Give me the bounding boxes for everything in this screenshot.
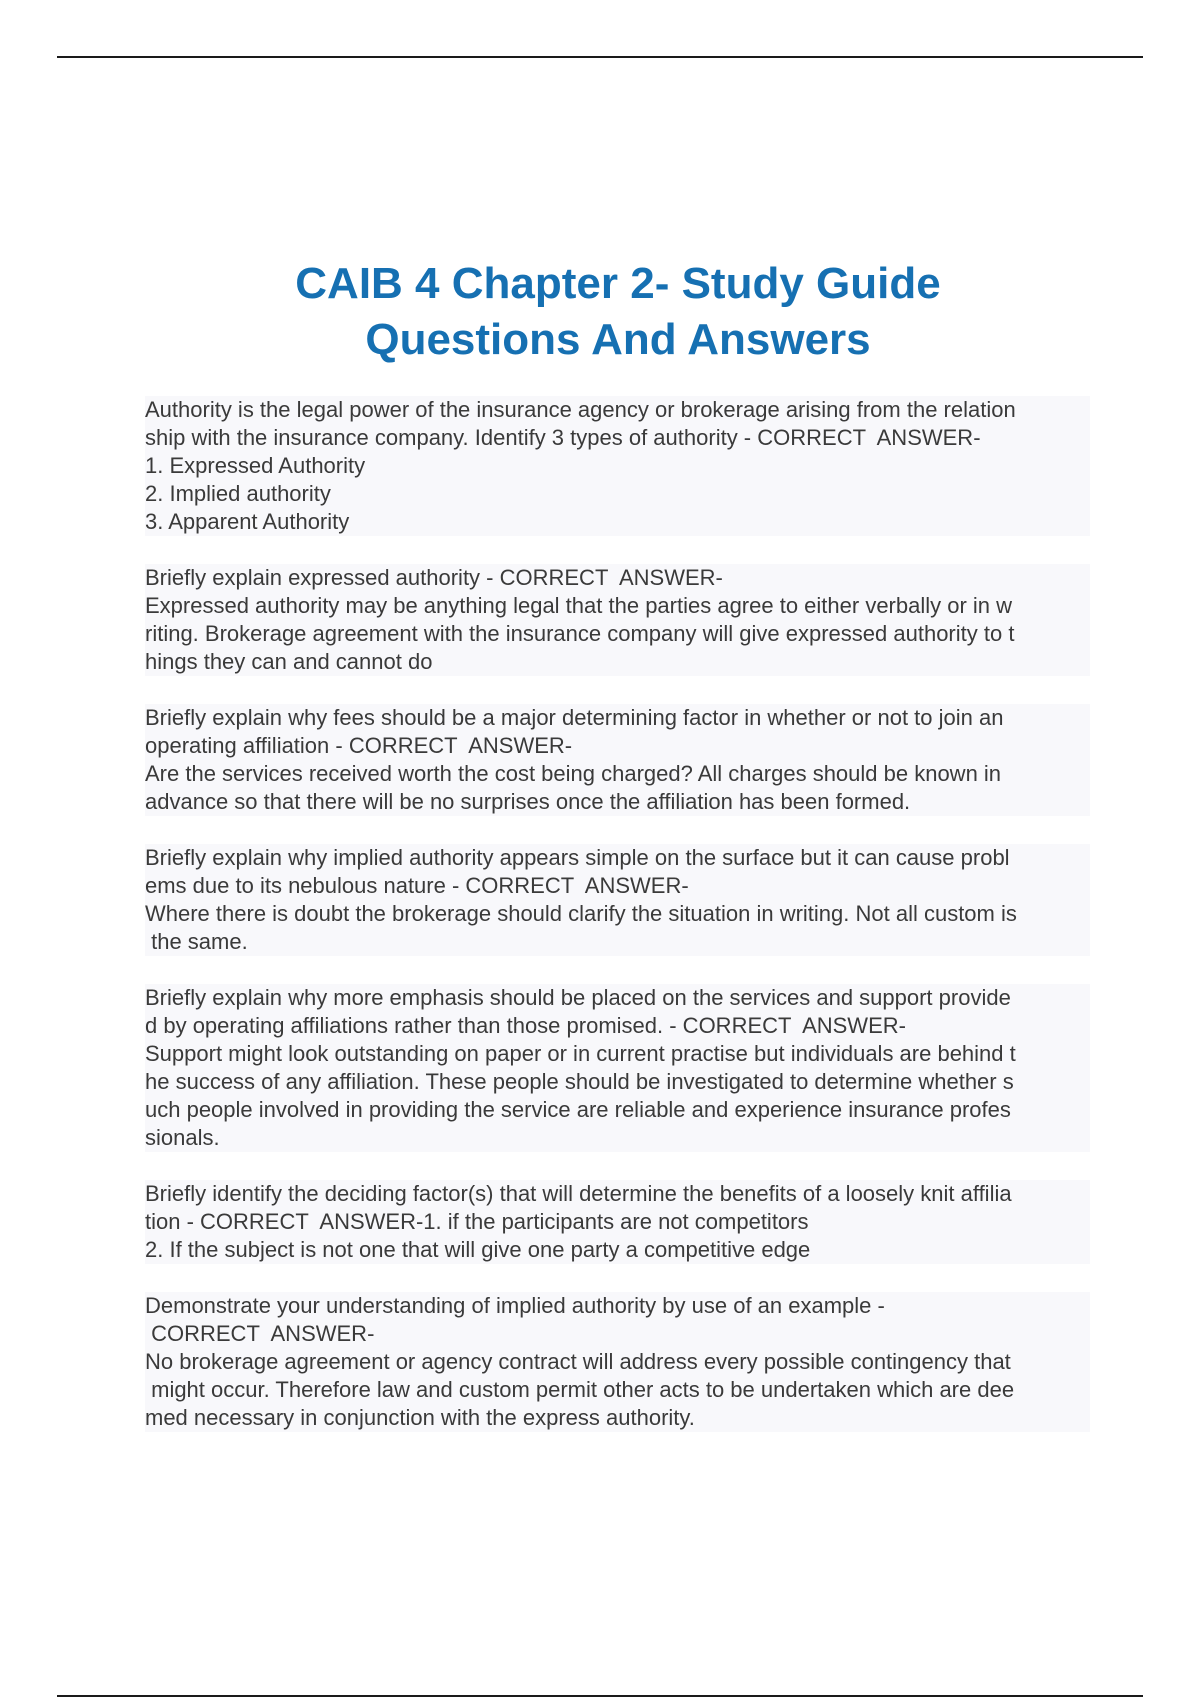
qa-text-line: Briefly explain why implied authority appears simple on the surface but it can cause probl	[145, 844, 1090, 872]
qa-text-line: Expressed authority may be anything legal that the parties agree to either verbally or in w	[145, 592, 1090, 620]
qa-text-line: 2. Implied authority	[145, 480, 1090, 508]
qa-text-line: Where there is doubt the brokerage should clarify the situation in writing. Not all custom is	[145, 900, 1090, 928]
qa-text-line: Briefly explain why more emphasis should be placed on the services and support provide	[145, 984, 1090, 1012]
qa-text-line: 3. Apparent Authority	[145, 508, 1090, 536]
bottom-rule	[57, 1695, 1143, 1697]
qa-text-line: Briefly explain why fees should be a major determining factor in whether or not to join an	[145, 704, 1090, 732]
qa-text-line: uch people involved in providing the service are reliable and experience insurance profes	[145, 1096, 1090, 1124]
qa-text-line: riting. Brokerage agreement with the insurance company will give expressed authority to t	[145, 620, 1090, 648]
qa-list	[145, 396, 1090, 1460]
qa-text-line: med necessary in conjunction with the express authority.	[145, 1404, 1090, 1432]
qa-item	[145, 1180, 1090, 1264]
qa-item	[145, 1292, 1090, 1432]
qa-text-line: operating affiliation - CORRECT ANSWER-	[145, 732, 1090, 760]
page-title	[0, 256, 1200, 368]
qa-text-line: Briefly explain expressed authority - CORRECT ANSWER-	[145, 564, 1090, 592]
qa-text-line: hings they can and cannot do	[145, 648, 1090, 676]
qa-text-line: Are the services received worth the cost being charged? All charges should be known in	[145, 760, 1090, 788]
qa-text-line: d by operating affiliations rather than those promised. - CORRECT ANSWER-	[145, 1012, 1090, 1040]
qa-item	[145, 564, 1090, 676]
qa-text-line: 2. If the subject is not one that will give one party a competitive edge	[145, 1236, 1090, 1264]
title-line-1: CAIB 4 Chapter 2- Study Guide	[295, 259, 941, 308]
qa-item	[145, 396, 1090, 536]
qa-item	[145, 704, 1090, 816]
qa-text-line: Authority is the legal power of the insurance agency or brokerage arising from the relation	[145, 396, 1090, 424]
qa-text-line: ems due to its nebulous nature - CORRECT ANSWER-	[145, 872, 1090, 900]
qa-text-line: the same.	[145, 928, 1090, 956]
qa-text-line: Briefly identify the deciding factor(s) that will determine the benefits of a loosely knit affilia	[145, 1180, 1090, 1208]
qa-text-line: sionals.	[145, 1124, 1090, 1152]
qa-text-line: CORRECT ANSWER-	[145, 1320, 1090, 1348]
qa-text-line: No brokerage agreement or agency contract will address every possible contingency that	[145, 1348, 1090, 1376]
qa-text-line: Support might look outstanding on paper or in current practise but individuals are behind t	[145, 1040, 1090, 1068]
qa-text-line: 1. Expressed Authority	[145, 452, 1090, 480]
top-rule	[57, 56, 1143, 58]
qa-text-line: might occur. Therefore law and custom permit other acts to be undertaken which are dee	[145, 1376, 1090, 1404]
qa-text-line: he success of any affiliation. These people should be investigated to determine whether s	[145, 1068, 1090, 1096]
qa-item	[145, 844, 1090, 956]
qa-text-line: tion - CORRECT ANSWER-1. if the participants are not competitors	[145, 1208, 1090, 1236]
qa-text-line: ship with the insurance company. Identify 3 types of authority - CORRECT ANSWER-	[145, 424, 1090, 452]
qa-text-line: advance so that there will be no surprises once the affiliation has been formed.	[145, 788, 1090, 816]
title-line-2: Questions And Answers	[365, 315, 871, 364]
qa-item	[145, 984, 1090, 1152]
qa-text-line: Demonstrate your understanding of implied authority by use of an example -	[145, 1292, 1090, 1320]
